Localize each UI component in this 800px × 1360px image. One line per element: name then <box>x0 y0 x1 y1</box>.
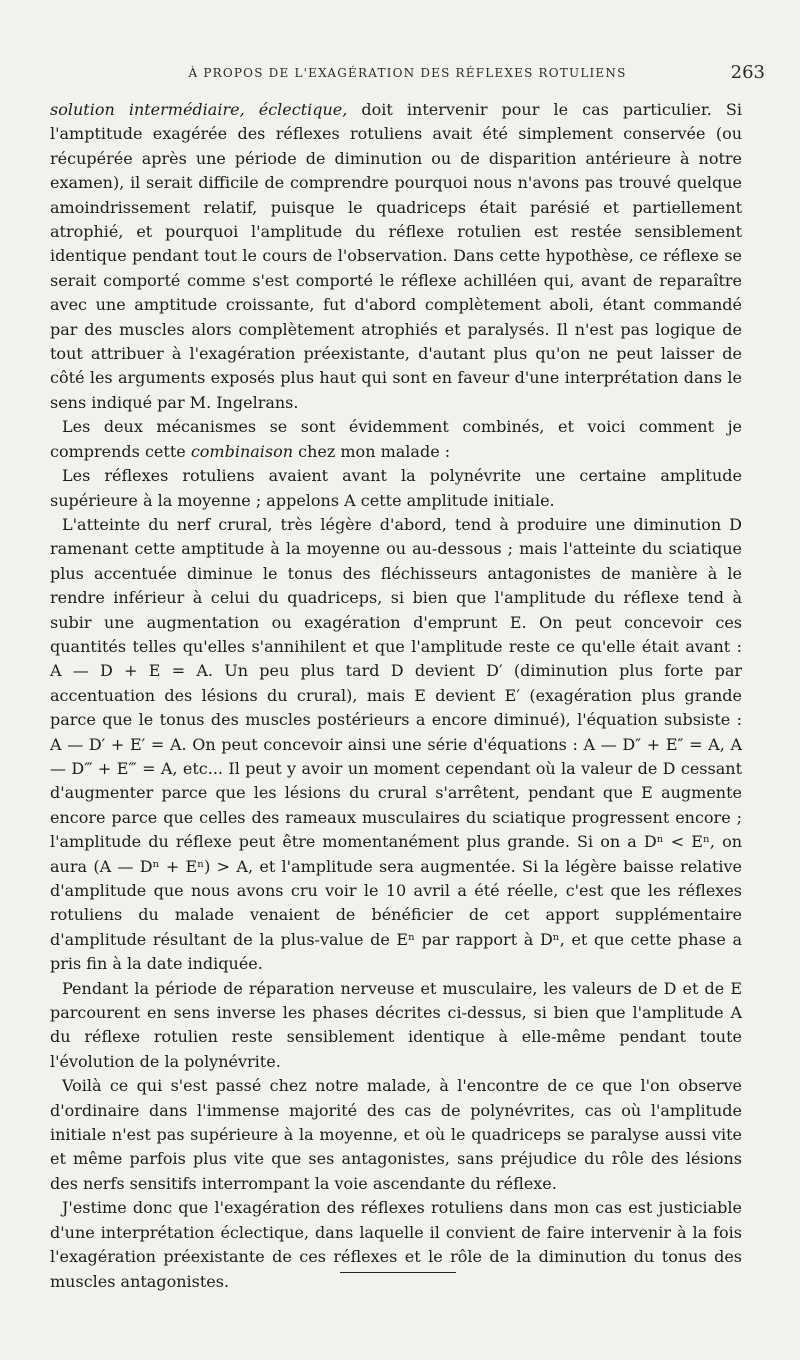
italic-word-combinaison: combinaison <box>190 441 294 461</box>
paragraph-2 <box>50 415 742 464</box>
running-title: À PROPOS DE L'EXAGÉRATION DES RÉFLEXES ROTULIENS <box>188 66 627 80</box>
paragraph-5: Pendant la période de réparation nerveuse et musculaire, les valeurs de D et de E parcourent en sens inverse les phases décrites ci-dessus, si bien que l'amplitude A du réflexe rotulien reste sensiblement identique à elle-même pendant toute l'évolution de la polynévrite. <box>50 978 742 1071</box>
page-number: 263 <box>730 62 765 83</box>
body-text <box>50 98 742 1294</box>
paragraph-7: J'estime donc que l'exagération des réflexes rotuliens dans mon cas est justiciable d'une interprétation éclectique, dans laquelle il convient de faire intervenir à la fois l'exagération préexistante de ces réflexes et le rôle de la diminution du tonus des muscles antagonistes. <box>50 1198 742 1291</box>
end-rule <box>340 1272 456 1273</box>
paragraph-1-text: doit intervenir pour le cas particulier. Si l'amptitude exagérée des réflexes rotuliens avait été simplement conservée (ou récupérée après une période de diminution ou de disparition antérieure à notre examen), il serait difficile de comprendre pourquoi nous n'avons pas trouvé quelque amoindrissement relatif, puisque le quadriceps était parésié et partiellement atrophié, et pourquoi l'amplitude du réflexe rotulien est restée sensiblement identique pendant tout le cours de l'observation. Dans cette hypothèse, ce réflexe se serait comporté comme s'est comporté le réflexe achilléen qui, avant de reparaître avec une amptitude croissante, fut d'abord complètement aboli, étant commandé par des muscles alors complètement atrophiés et paralysés. Il n'est pas logique de tout attribuer à l'exagération préexistante, d'autant plus qu'on ne peut laisser de côté les arguments exposés plus haut qui sont en faveur d'une interprétation dans le sens indiqué par M. Ingelrans. <box>50 100 742 412</box>
paragraph-4: L'atteinte du nerf crural, très légère d'abord, tend à produire une diminution D ramenant cette amptitude à la moyenne ou au-dessous ; mais l'atteinte du sciatique plus accentuée diminue le tonus des fléchisseurs antagonistes de manière à le rendre inférieur à celui du quadriceps, si bien que l'amplitude du réflexe tend à subir une augmentation ou exagération d'emprunt E. On peut concevoir ces quantités telles qu'elles s'annihilent et que l'amplitude reste ce qu'elle était avant : A — D + E = A. Un peu plus tard D devient D′ (diminution plus forte par accentuation des lésions du crural), mais E devient E′ (exagération plus grande parce que le tonus des muscles postérieurs a encore diminué), l'équation subsiste : A — D′ + E′ = A. On peut concevoir ainsi une série d'équations : A — D″ + E″ = A, A — D‴ + E‴ = A, etc... Il peut y avoir un moment cependant où la valeur de D cessant d'augmenter parce que les lésions du crural s'arrêtent, pendant que E augmente encore parce que celles des rameaux musculaires du sciatique progressent encore ; l'amplitude du réflexe peut être momentanément plus grande. Si on a Dⁿ < Eⁿ, on aura (A — Dⁿ + Eⁿ) > A, et l'amplitude sera augmentée. Si la légère baisse relative d'amplitude que nous avons cru voir le 10 avril a été réelle, c'est que les réflexes rotuliens du malade venaient de bénéficier de cet apport supplémentaire d'amplitude résultant de la plus-value de Eⁿ par rapport à Dⁿ, et que cette phase a pris fin à la date indiquée. <box>50 514 742 974</box>
paragraph-1 <box>50 98 742 415</box>
page-header <box>50 62 765 86</box>
italic-phrase-solution: solution intermédiaire, éclectique, <box>50 100 348 119</box>
paragraph-6: Voilà ce qui s'est passé chez notre malade, à l'encontre de ce que l'on observe d'ordinaire dans l'immense majorité des cas de polynévrites, cas où l'amplitude initiale n'est pas supérieure à la moyenne, et où le quadriceps se paralyse aussi vite et même parfois plus vite que ses antagonistes, sans préjudice du rôle des lésions des nerfs sensitifs interrompant la voie ascendante du réflexe. <box>50 1076 742 1193</box>
paragraph-2-text-end: chez mon malade : <box>293 441 451 461</box>
paragraph-2-text-start: Les deux mécanismes se sont évidemment combinés, et voici comment je comprends cette <box>50 417 742 461</box>
paragraph-3: Les réflexes rotuliens avaient avant la polynévrite une certaine amplitude supérieure à la moyenne ; appelons A cette amplitude initiale. <box>50 466 742 510</box>
